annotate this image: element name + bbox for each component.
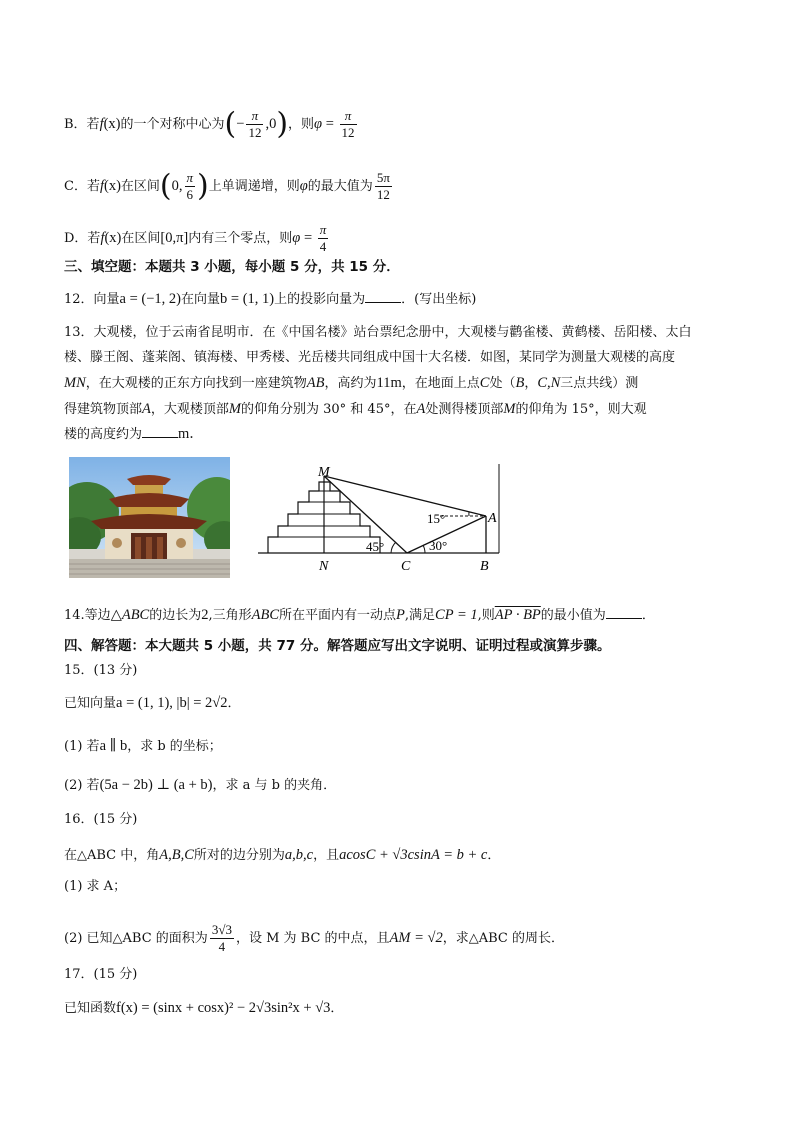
- question-13-line-1: 13．大观楼，位于云南省昆明市．在《中国名楼》站台票纪念册中，大观楼与鹳雀楼、黄鹤楼、岳阳楼、太白: [64, 325, 692, 340]
- answer-blank-14: [606, 606, 642, 619]
- option-b-text: 的一个对称中心为: [120, 117, 225, 132]
- segment-ma: [324, 476, 486, 516]
- question-13-line-2: 楼、滕王阁、蓬莱阁、镇海楼、甲秀楼、光岳楼共同组成中国十大名楼．如图，某同学为测量大观楼的高度: [64, 350, 676, 365]
- option-c: C．若f(x)在区间(0, $\frac{\pi}{6}$ )上单调递增，则φ的最大值为 $\frac{5\pi}{12}$: [64, 168, 390, 204]
- question-17-title: 17．(15 分): [64, 967, 138, 982]
- question-15-title: 15．(13 分): [64, 663, 138, 678]
- arc-30: [423, 545, 425, 553]
- label-m: M: [318, 465, 330, 480]
- question-15-part-2: (2) 若(5a − 2b) ⊥ (a + b)，求 a 与 b 的夹角．: [64, 777, 337, 793]
- question-13-line-3: MN，在大观楼的正东方向找到一座建筑物AB，高约为11m，在地面上点C处（B，C,N三点共线）测: [64, 375, 639, 391]
- label-45: 45°: [366, 539, 385, 554]
- question-16-part-1: (1) 求 A；: [64, 879, 127, 894]
- question-12: 12．向量a = (−1, 2)在向量b = (1, 1)上的投影向量为 ．(写出坐标): [64, 291, 477, 307]
- answer-blank-12: [365, 290, 401, 303]
- figure-svg: [255, 462, 505, 582]
- zero-fraction: $\frac{\pi}{4}$: [319, 222, 327, 254]
- arc-45: [391, 542, 396, 553]
- section-4-heading: 四、解答题：本大题共 5 小题，共 77 分。解答题应写出文字说明、证明过程或演算步骤。: [64, 638, 611, 654]
- label-15: 15°: [427, 511, 446, 526]
- tower-geometry-figure: [255, 462, 505, 586]
- option-d: D．若f(x)在区间[0,π]内有三个零点，则φ = $\frac{\pi}{4}$: [64, 222, 327, 254]
- paren-x: (x): [103, 116, 121, 132]
- question-16-given: 在△ABC 中，角A,B,C所对的边分别为a,b,c，且acosC + √3csinA = b + c．: [64, 847, 501, 863]
- question-15-part-1: (1) 若a ∥ b，求 b 的坐标；: [64, 738, 222, 754]
- label-30: 30°: [429, 538, 448, 553]
- interval-fraction: $\frac{\pi}{6}$: [186, 170, 194, 202]
- question-13-line-5: 楼的高度约为 m．: [64, 426, 204, 442]
- phi-fraction: $\frac{\pi}{12}$: [341, 108, 355, 140]
- max-fraction: $\frac{5\pi}{12}$: [376, 170, 390, 202]
- question-17-given: 已知函数f(x) = (sinx + cosx)² − 2√3sin²x + √3．: [64, 1000, 344, 1016]
- center-fraction: $\frac{\pi}{12}$: [248, 108, 262, 140]
- question-15-given: 已知向量a = (1, 1), |b| = 2√2．: [64, 695, 241, 711]
- area-fraction: $\frac{3√3}{4}$: [211, 922, 232, 954]
- question-13-line-4: 得建筑物顶部A，大观楼顶部M的仰角分别为 30° 和 45°，在A处测得楼顶部M的仰角为 15°，则大观: [64, 401, 647, 417]
- question-16-part-2: (2) 已知△ABC 的面积为 $\frac{3√3}{4}$ ，设 M 为 BC 的中点，且AM = √2，求△ABC 的周长．: [64, 922, 564, 954]
- option-b: B．若f(x)的一个对称中心为(− $\frac{\pi}{12}$ ,0)，则φ = $\frac{\pi}{12}$: [64, 106, 355, 142]
- fx-symbol: f: [99, 116, 104, 132]
- label-c: C: [401, 559, 411, 574]
- section-3-heading: 三、填空题：本题共 3 小题，每小题 5 分，共 15 分．: [64, 259, 400, 275]
- label-n: N: [319, 559, 329, 574]
- question-16-title: 16．(15 分): [64, 812, 138, 827]
- label-a: A: [488, 511, 497, 526]
- question-14: 14.等边△ABC的边长为2,三角形ABC所在平面内有一动点P,满足CP = 1,则AP · BP的最小值为 ．: [64, 607, 655, 623]
- daguan-tower-photo: [69, 457, 230, 578]
- answer-blank-13: [142, 425, 178, 438]
- option-b-label: B．若: [64, 117, 100, 132]
- label-b: B: [480, 559, 489, 574]
